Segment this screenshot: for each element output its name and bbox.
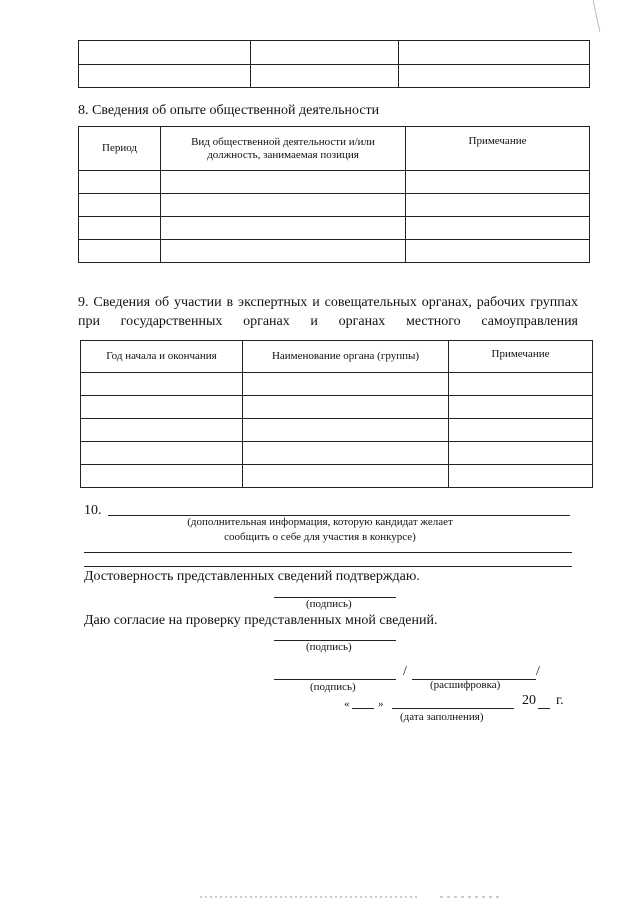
section-9-table — [80, 340, 593, 488]
table-cell[interactable] — [79, 217, 161, 240]
scan-mark — [593, 0, 601, 32]
table-cell[interactable] — [81, 442, 243, 465]
table-row — [79, 217, 590, 240]
additional-info-line-2[interactable] — [84, 552, 572, 553]
column-header-years: Год начала и окончания — [81, 341, 243, 373]
table-cell[interactable] — [243, 465, 449, 488]
additional-info-caption-1: (дополнительная информация, которую кандидат желает — [187, 516, 453, 528]
table-cell[interactable] — [449, 442, 593, 465]
slash-left: / — [403, 664, 407, 679]
table-row — [81, 419, 593, 442]
table-cell[interactable] — [251, 41, 399, 65]
date-close-quote: » — [378, 698, 384, 710]
table-cell[interactable] — [161, 217, 406, 240]
table-cell[interactable] — [79, 240, 161, 263]
table-cell[interactable] — [449, 396, 593, 419]
table-cell[interactable] — [81, 465, 243, 488]
additional-info-caption-2: сообщить о себе для участия в конкурсе) — [224, 531, 416, 543]
table-row — [79, 240, 590, 263]
table-cell[interactable] — [399, 65, 590, 88]
table-cell[interactable] — [161, 240, 406, 263]
previous-section-table — [78, 40, 590, 88]
table-cell[interactable] — [79, 171, 161, 194]
column-header-note: Примечание — [406, 127, 590, 171]
date-open-quote: « — [344, 698, 350, 710]
table-cell[interactable] — [449, 419, 593, 442]
table-cell[interactable] — [406, 194, 590, 217]
table-cell[interactable] — [243, 373, 449, 396]
table-cell[interactable] — [449, 373, 593, 396]
table-cell[interactable] — [79, 194, 161, 217]
table-cell[interactable] — [81, 419, 243, 442]
table-cell[interactable] — [81, 396, 243, 419]
final-signature-line[interactable] — [274, 679, 396, 680]
consent-statement: Даю согласие на проверку представленных мной сведений. — [84, 613, 438, 628]
table-cell[interactable] — [406, 171, 590, 194]
table-row — [79, 194, 590, 217]
column-header-note: Примечание — [449, 341, 593, 373]
table-cell[interactable] — [243, 396, 449, 419]
scan-artifact-line — [0, 893, 640, 901]
confirm-signature-label: (подпись) — [306, 598, 352, 610]
table-cell[interactable] — [406, 217, 590, 240]
section-8-table — [78, 126, 590, 263]
table-row — [81, 465, 593, 488]
date-year-line[interactable] — [538, 708, 550, 709]
date-year-prefix: 20 — [522, 693, 536, 708]
section-8-title: 8. Сведения об опыте общественной деятельности — [78, 103, 380, 118]
final-signature-label: (подпись) — [310, 681, 356, 693]
date-label: (дата заполнения) — [400, 711, 484, 723]
section-9-title: 9. Сведения об участии в экспертных и совещательных органах, рабочих группах при государственных органах и органах местного самоуправления — [78, 295, 578, 329]
table-cell[interactable] — [79, 65, 251, 88]
column-header-activity: Вид общественной деятельности и/или должность, занимаемая позиция — [161, 127, 406, 171]
table-row — [81, 442, 593, 465]
table-cell[interactable] — [161, 194, 406, 217]
table-row — [81, 396, 593, 419]
table-cell[interactable] — [243, 442, 449, 465]
table-cell[interactable] — [161, 171, 406, 194]
date-month-line[interactable] — [392, 708, 514, 709]
additional-info-line-3[interactable] — [84, 566, 572, 567]
decode-label: (расшифровка) — [430, 679, 501, 691]
table-row — [81, 373, 593, 396]
table-cell[interactable] — [251, 65, 399, 88]
table-row — [79, 171, 590, 194]
column-header-period: Период — [79, 127, 161, 171]
table-cell[interactable] — [399, 41, 590, 65]
table-cell[interactable] — [81, 373, 243, 396]
section-10-number: 10. — [84, 503, 102, 518]
confirm-statement: Достоверность представленных сведений подтверждаю. — [84, 569, 420, 584]
table-cell[interactable] — [243, 419, 449, 442]
date-year-suffix: г. — [556, 693, 564, 708]
consent-signature-label: (подпись) — [306, 641, 352, 653]
date-day-line[interactable] — [352, 708, 374, 709]
slash-right: / — [536, 664, 540, 679]
table-cell[interactable] — [79, 41, 251, 65]
column-header-organ: Наименование органа (группы) — [243, 341, 449, 373]
table-cell[interactable] — [406, 240, 590, 263]
table-cell[interactable] — [449, 465, 593, 488]
